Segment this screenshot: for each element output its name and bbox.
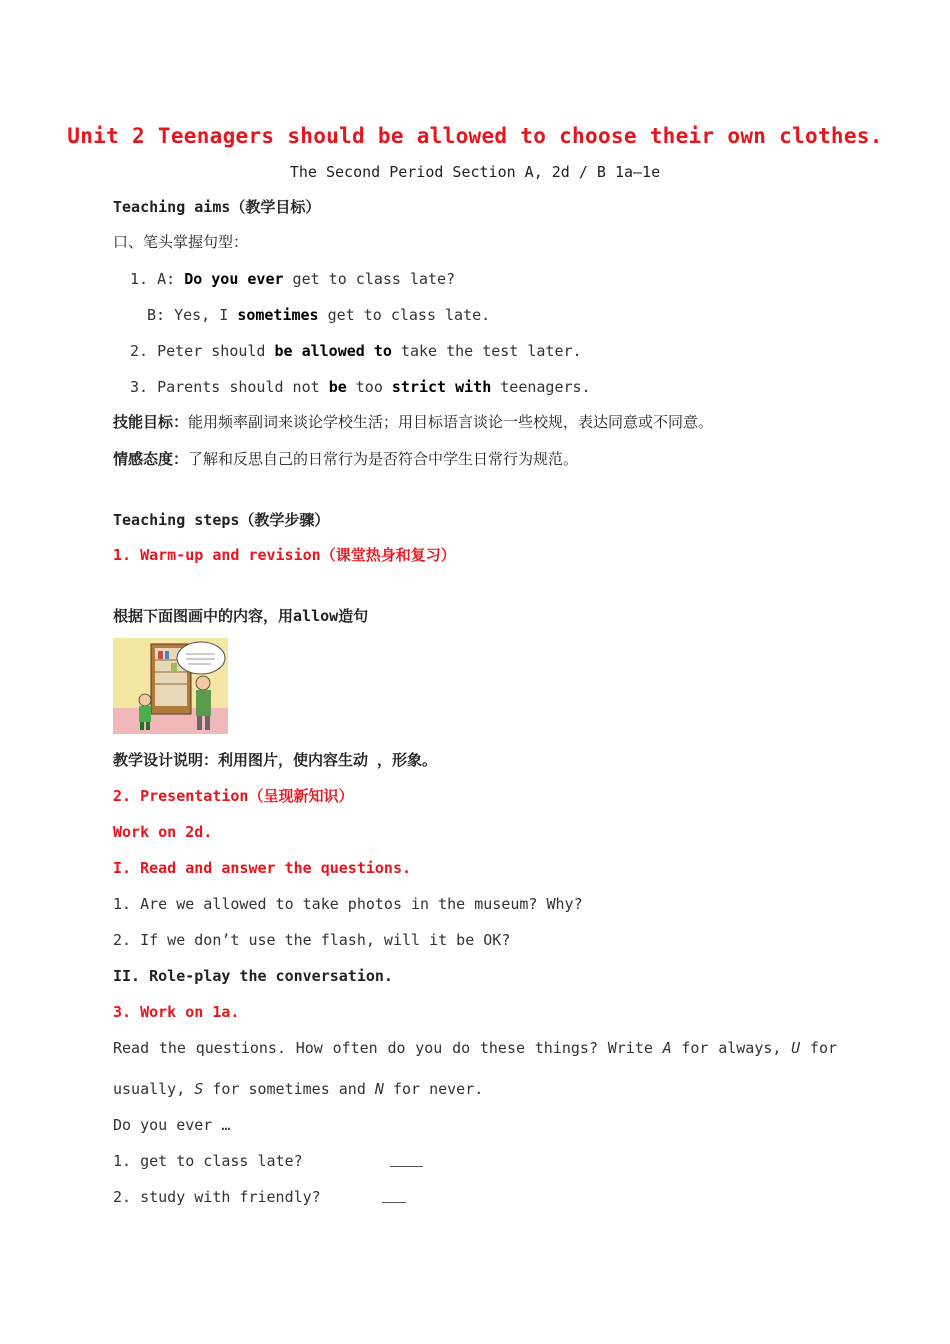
work-2d-heading: Work on 2d.: [113, 823, 213, 841]
do-you-ever-prompt: Do you ever …: [113, 1116, 231, 1134]
teaching-steps-heading: Teaching steps（教学步骤）: [113, 511, 330, 529]
teaching-aims-heading: Teaching aims（教学目标）: [113, 198, 321, 216]
item-2-answer-blank[interactable]: [382, 1202, 406, 1203]
skill-goal: 技能目标：能用频率副词来谈论学校生活；用目标语言谈论一些校规，表达同意或不同意。: [113, 413, 714, 431]
step-3-heading: 3. Work on 1a.: [113, 1003, 240, 1021]
design-note: 教学设计说明：利用图片，使内容生动 ，形象。: [113, 751, 438, 769]
sentence-3: 3. Parents should not be too strict with teenagers.: [130, 378, 591, 396]
sentence-1: 1. A: Do you ever get to class late?: [130, 270, 456, 288]
instructions-line-2: usually, S for sometimes and N for never.: [113, 1080, 484, 1098]
question-1: 1. Are we allowed to take photos in the museum? Why?: [113, 895, 583, 913]
emotion-goal: 情感态度：了解和反思自己的日常行为是否符合中学生日常行为规范。: [113, 450, 579, 468]
sentence-1-reply: B: Yes, I sometimes get to class late.: [147, 306, 491, 324]
item-1-answer-blank[interactable]: [390, 1166, 423, 1167]
question-2: 2. If we don’t use the flash, will it be OK?: [113, 931, 511, 949]
page-title: Unit 2 Teenagers should be allowed to choose their own clothes.: [67, 124, 883, 148]
page-subtitle: The Second Period Section A, 2d / B 1a–1e: [289, 163, 661, 181]
picture-instruction: 根据下面图画中的内容，用allow造句: [113, 607, 369, 625]
oral-goals-heading: 口、笔头掌握句型：: [113, 233, 249, 251]
item-2: 2. study with friendly?: [113, 1188, 321, 1206]
part-1-heading: I. Read and answer the questions.: [113, 859, 412, 877]
sentence-2: 2. Peter should be allowed to take the test later.: [130, 342, 582, 360]
step-2-heading: 2. Presentation（呈现新知识）: [113, 787, 354, 805]
item-1: 1. get to class late?: [113, 1152, 303, 1170]
instructions-line-1: Read the questions. How often do you do these things? Write A for always, U for: [113, 1039, 838, 1057]
step-1-heading: 1. Warm-up and revision（课堂热身和复习）: [113, 546, 456, 564]
part-2-heading: II. Role-play the conversation.: [113, 967, 393, 985]
cartoon-picture: [113, 638, 228, 734]
